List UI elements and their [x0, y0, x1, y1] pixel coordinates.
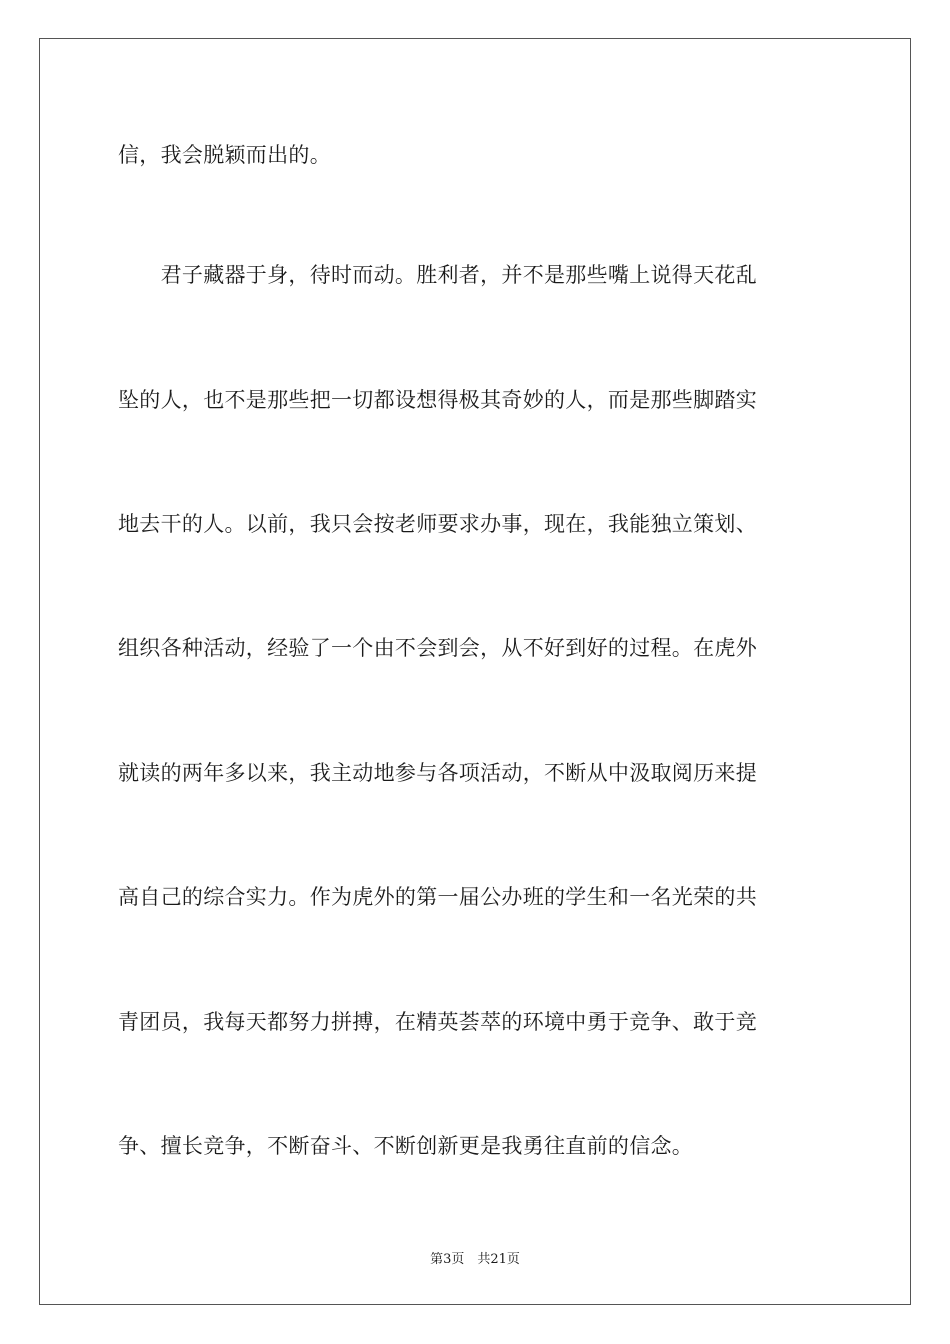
page-border [39, 38, 911, 1305]
body-text-line: 高自己的综合实力。作为虎外的第一届公办班的学生和一名光荣的共 [118, 885, 757, 909]
body-text-line: 争、擅长竞争，不断奋斗、不断创新更是我勇往直前的信念。 [118, 1134, 694, 1158]
body-text-line: 君子藏器于身，待时而动。胜利者，并不是那些嘴上说得天花乱 [118, 263, 757, 287]
page-number-footer: 第3页 共21页 [430, 1252, 520, 1267]
body-text-line: 就读的两年多以来，我主动地参与各项活动，不断从中汲取阅历来提 [118, 761, 757, 785]
body-text-line: 坠的人，也不是那些把一切都设想得极其奇妙的人，而是那些脚踏实 [118, 388, 757, 412]
body-text-line: 地去干的人。以前，我只会按老师要求办事，现在，我能独立策划、 [118, 512, 757, 536]
body-text-line: 组织各种活动，经验了一个由不会到会，从不好到好的过程。在虎外 [118, 636, 757, 660]
body-text-line: 信，我会脱颖而出的。 [118, 143, 331, 167]
body-text-line: 青团员，我每天都努力拼搏，在精英荟萃的环境中勇于竞争、敢于竞 [118, 1010, 757, 1034]
